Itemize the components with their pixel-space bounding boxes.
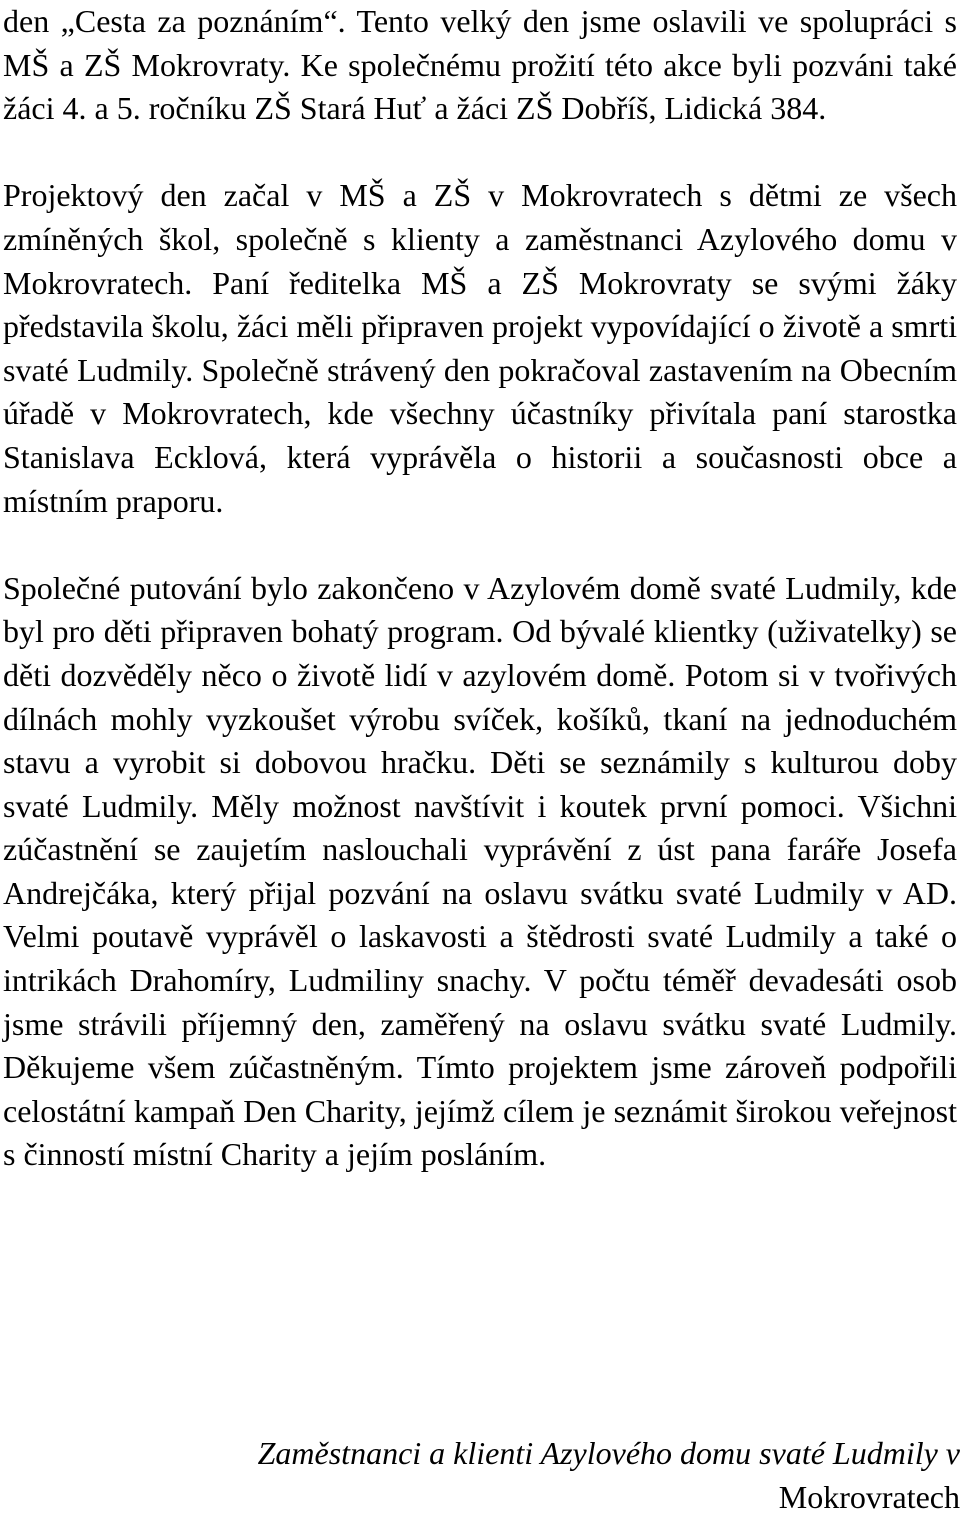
signature-block [6, 1432, 960, 1519]
paragraph-intro: den „Cesta za poznáním“. Tento velký den jsme oslavili ve spolupráci s MŠ a ZŠ Mokrovraty. Ke společnému prožití této akce byli pozváni také žáci 4. a 5. ročníku ZŠ Stará Huť a žáci ZŠ Dobříš, Lidická 384. [3, 3, 957, 127]
paragraph-project-day: Projektový den začal v MŠ a ZŠ v Mokrovratech s dětmi ze všech zmíněných škol, společně s klienty a zaměstnanci Azylového domu v Mokrovratech. Paní ředitelka MŠ a ZŠ Mokrovraty se svými žáky představila školu, žáci měli připraven projekt vypovídající o životě a smrti svaté Ludmily. Společně strávený den pokračoval zastavením na Obecním úřadě v Mokrovratech, kde všechny účastníky přivítala paní starostka Stanislava Ecklová, která vyprávěla o historii a současnosti obce a místním praporu. [3, 177, 957, 519]
signature-line-2: Mokrovratech [778, 1478, 960, 1515]
document-body [3, 0, 957, 1177]
signature-line-1: Zaměstnanci a klienti Azylového domu svaté Ludmily v [257, 1435, 960, 1471]
paragraph-azylovy-dum: Společné putování bylo zakončeno v Azylovém domě svaté Ludmily, kde byl pro děti připraven bohatý program. Od bývalé klientky (uživatelky) se děti dozvěděly něco o životě lidí v azylovém domě. Potom si v tvořivých dílnách mohly vyzkoušet výrobu svíček, košíků, tkaní na jednoduchém stavu a vyrobit si dobovou hračku. Děti se seznámily s kulturou doby svaté Ludmily. Měly možnost navštívit i koutek první pomoci. Všichni zúčastnění se zaujetím naslouchali vyprávění z úst pana faráře Josefa Andrejčáka, který přijal pozvání na oslavu svátku svaté Ludmily v AD. Velmi poutavě vyprávěl o laskavosti a štědrosti svaté Ludmily a také o intrikách Drahomíry, Ludmiliny snachy. V počtu téměř devadesáti osob jsme strávili příjemný den, zaměřený na oslavu svátku svaté Ludmily. Děkujeme všem zúčastněným. Tímto projektem jsme zároveň podpořili celostátní kampaň Den Charity, jejímž cílem je seznámit širokou veřejnost s činností místní Charity a jejím posláním. [3, 569, 957, 1173]
